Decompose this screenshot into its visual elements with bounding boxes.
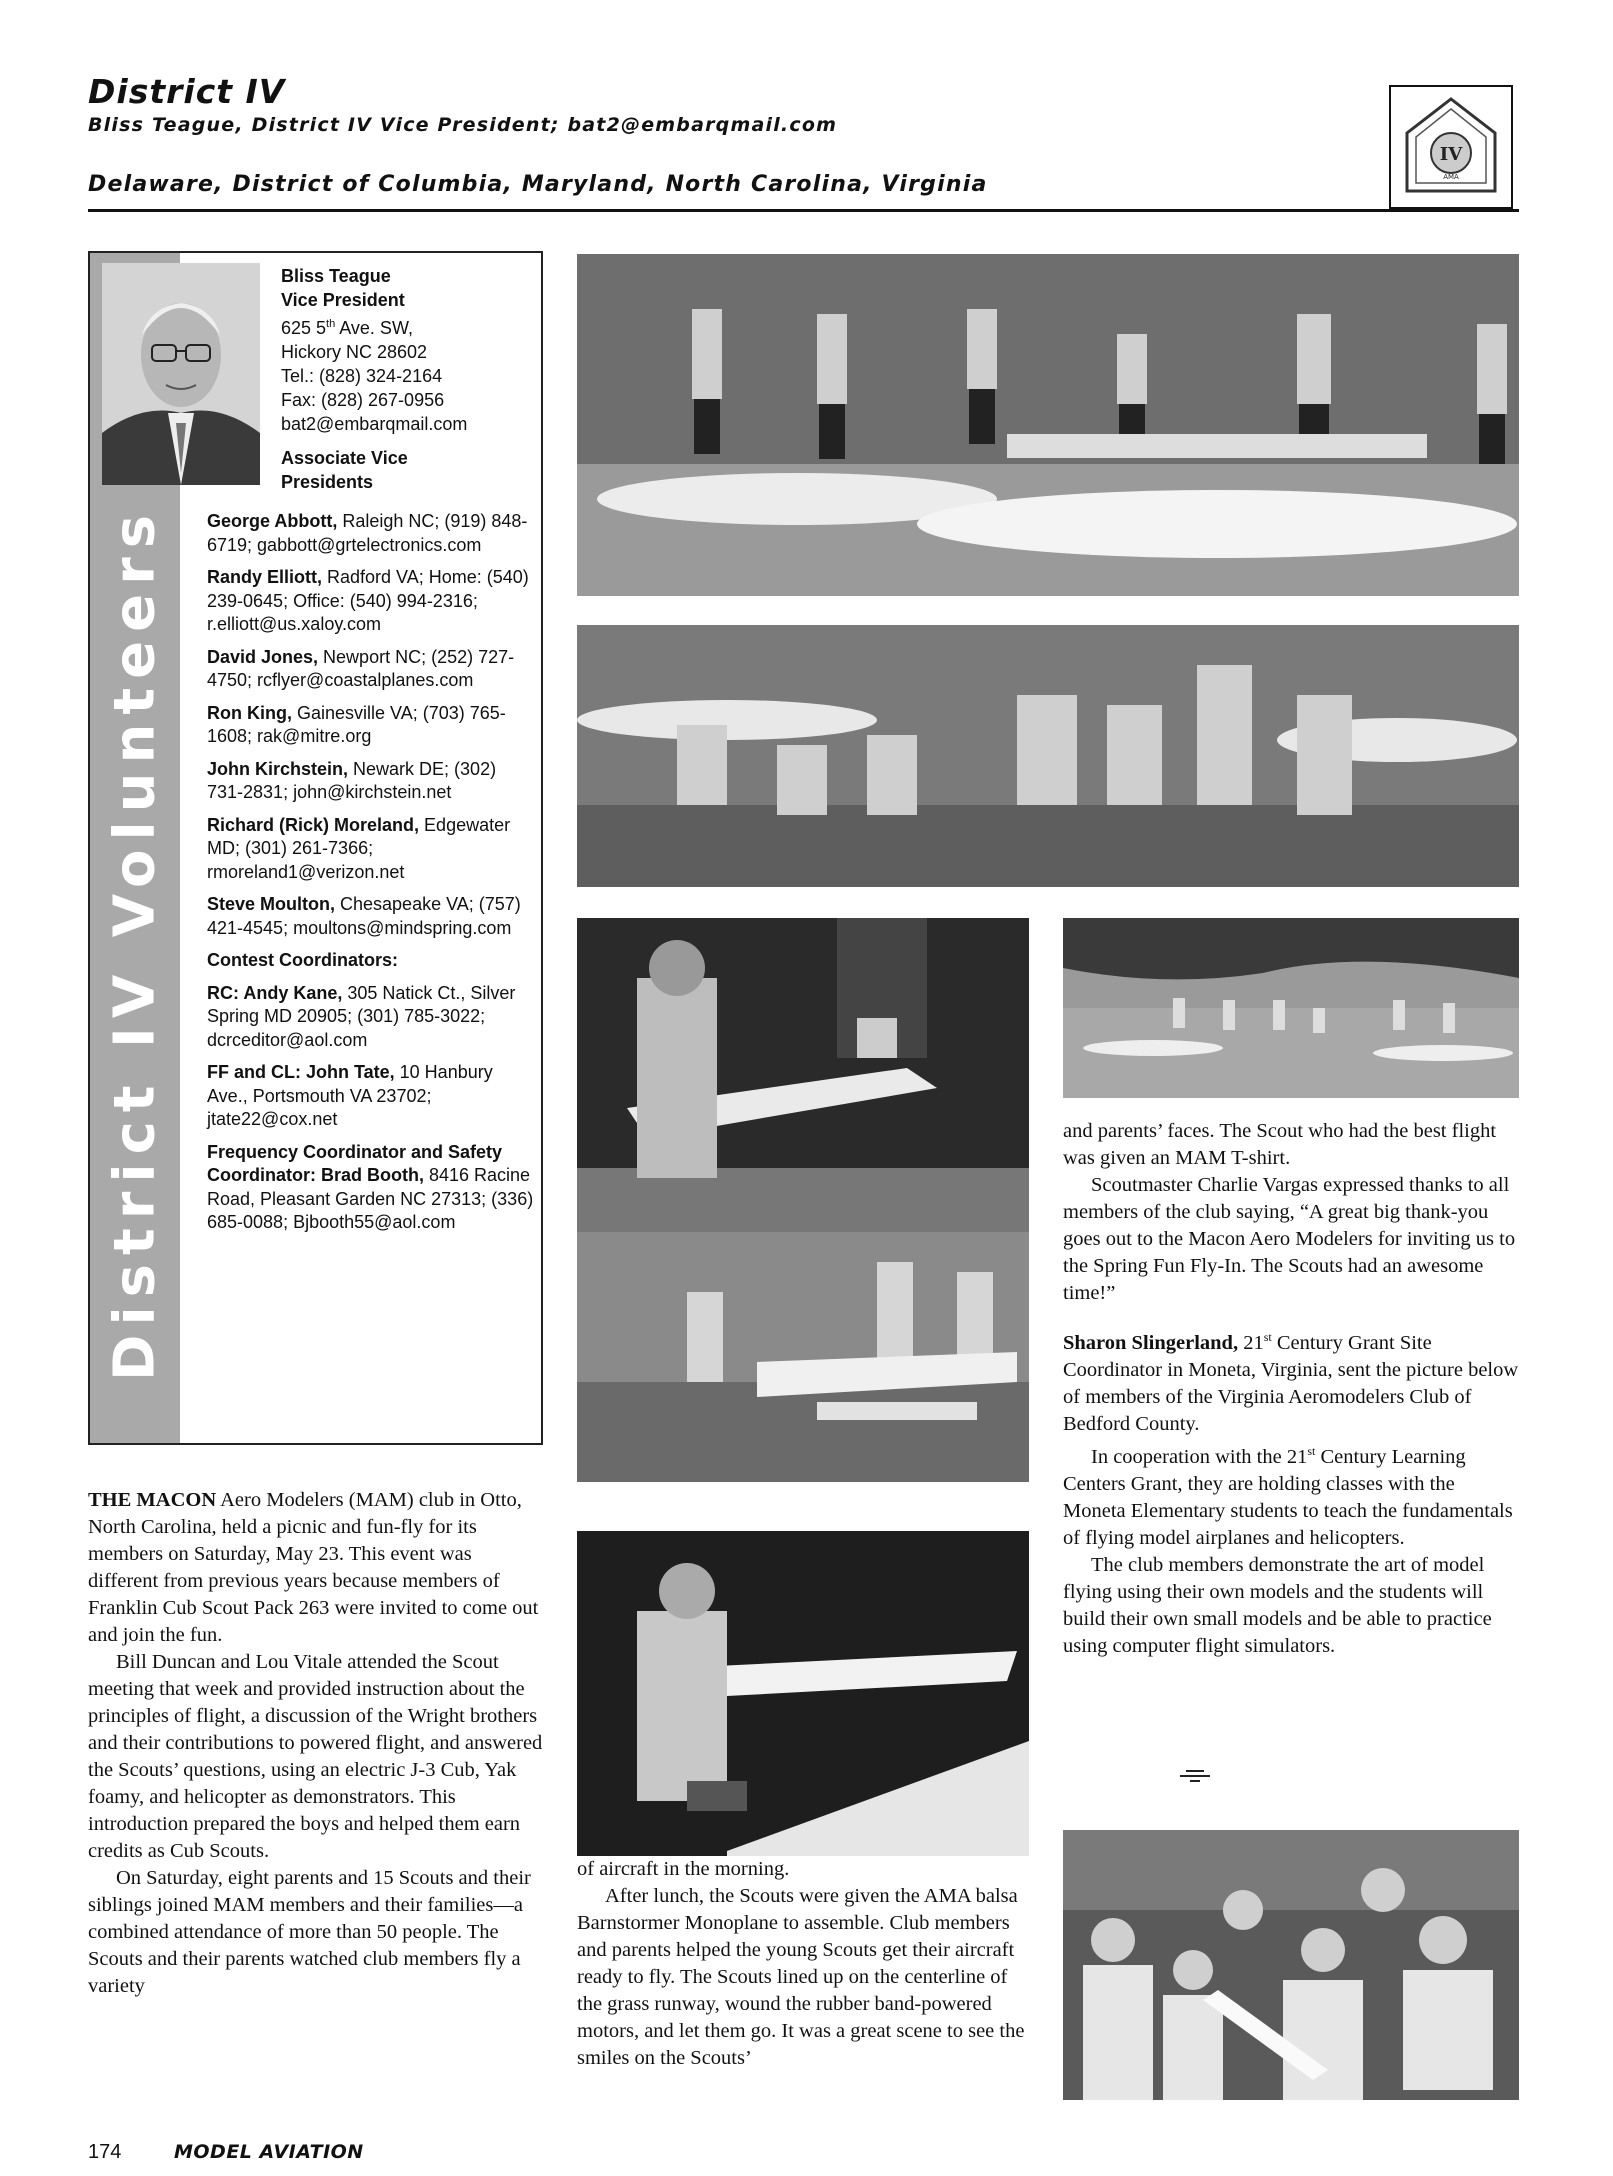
volunteer-contacts xyxy=(207,510,537,1244)
vp-email[interactable]: bat2@embarqmail.com xyxy=(281,414,468,434)
coordinator-entry: Frequency Coordinator and Safety Coordinator: Brad Booth, 8416 Racine Road, Pleasant Garden NC 27313; (336) 685-0088; Bjbooth55@aol.com xyxy=(207,1141,534,1232)
logo-numeral: IV xyxy=(1439,144,1463,165)
avp-entry: Steve Moulton, Chesapeake VA; (757) 421-4545; moultons@mindspring.com xyxy=(207,894,521,938)
vp-title: Vice President xyxy=(281,290,405,310)
photo-scouts-with-planes xyxy=(577,254,1519,596)
vp-contact-block xyxy=(281,264,481,494)
article-lead-in: THE MACON xyxy=(88,1489,217,1511)
contest-heading: Contest Coordinators: xyxy=(207,950,398,970)
district-states: Delaware, District of Columbia, Maryland, North Carolina, Virginia xyxy=(88,172,988,197)
district-vp-line: Bliss Teague, District IV Vice President; bat2@embarqmail.com xyxy=(88,114,838,136)
vp-street: 625 5th Ave. SW, xyxy=(281,318,413,338)
photo-instructor-classroom xyxy=(577,918,1029,1266)
ama-end-mark-icon xyxy=(1178,1768,1212,1784)
photo-scouts-holding-gliders xyxy=(577,1232,1029,1482)
avp-entry: David Jones, Newport NC; (252) 727-4750; rcflyer@coastalplanes.com xyxy=(207,646,515,690)
article-paragraph: Bill Duncan and Lou Vitale attended the Scout meeting that week and provided instruction about the principles of flight, a discussion of the Wright brothers and their contributions to powered flight, and answered the Scouts’ questions, using an electric J-3 Cub, Yak foamy, and helicopter as demonstrators. This introduction prepared the boys and helped them earn credits as Cub Scouts. xyxy=(88,1651,543,1862)
volunteers-strip-title: District IV Volunteers xyxy=(102,505,168,1381)
article-paragraph: and parents’ faces. The Scout who had the best flight was given an MAM T-shirt. xyxy=(1063,1120,1497,1169)
article-paragraph: Sharon Slingerland, 21st Century Grant Site Coordinator in Moneta, Virginia, sent the picture below of members of the Virginia Aeromodelers Club of Bedford County. xyxy=(1063,1330,1519,1435)
avp-entry: George Abbott, Raleigh NC; (919) 848-6719; gabbott@grtelectronics.com xyxy=(207,511,528,555)
article-column-1 xyxy=(88,1487,543,2000)
district-logo xyxy=(1389,85,1513,209)
page-title: District IV xyxy=(88,72,286,111)
avp-entry: John Kirchstein, Newark DE; (302) 731-2831; john@kirchstein.net xyxy=(207,758,497,802)
coordinator-entry: FF and CL: John Tate, 10 Hanbury Ave., Portsmouth VA 23702; jtate22@cox.net xyxy=(207,1062,493,1129)
photo-scouts-kneeling xyxy=(577,625,1519,887)
district-badge-icon xyxy=(1391,87,1511,207)
vp-portrait-photo xyxy=(102,263,260,485)
article-paragraph: After lunch, the Scouts were given the AMA balsa Barnstormer Monoplane to assemble. Club members and parents helped the young Scouts get their aircraft ready to fly. The Scouts lined up on the centerline of the grass runway, wound the rubber band-powered motors, and let them go. It was a great scene to see the smiles on the Scouts’ xyxy=(577,1885,1025,2069)
article-column-3 xyxy=(1063,1118,1519,1660)
article-paragraph: The club members demonstrate the art of model flying using their own models and the students will build their own small models and be able to practice using computer flight simulators. xyxy=(1063,1553,1492,1657)
coordinator-entry: RC: Andy Kane, 305 Natick Ct., Silver Spring MD 20905; (301) 785-3022; dcrceditor@aol.com xyxy=(207,982,516,1050)
photo-scouts-on-field xyxy=(1063,918,1519,1098)
article-paragraph: of aircraft in the morning. xyxy=(577,1858,790,1880)
vp-name: Bliss Teague xyxy=(281,266,391,286)
avp-entry: Randy Elliott, Radford VA; Home: (540) 239-0645; Office: (540) 994-2316; r.elliott@us.xaloy.com xyxy=(207,567,529,634)
article-paragraph: Scoutmaster Charlie Vargas expressed thanks to all members of the club saying, “A great big thank-you goes out to the Macon Aero Modelers for inviting us to the Spring Fun Fly-In. The Scouts had an awesome time!” xyxy=(1063,1174,1516,1304)
header-divider xyxy=(88,209,1519,212)
page-number: 174 xyxy=(88,2141,122,2163)
article-column-2 xyxy=(577,1856,1037,2072)
photo-instructor-with-transmitter xyxy=(577,1531,1029,1856)
vp-city: Hickory NC 28602 xyxy=(281,342,428,362)
magazine-name: MODEL AVIATION xyxy=(174,2141,364,2163)
vp-fax: Fax: (828) 267-0956 xyxy=(281,390,445,410)
logo-ama-text: AMA xyxy=(1443,173,1459,181)
article-paragraph: On Saturday, eight parents and 15 Scouts and their siblings joined MAM members and their families—a combined attendance of more than 50 people. The Scouts and their parents watched club members fly a variety xyxy=(88,1867,531,1997)
vp-tel: Tel.: (828) 324-2164 xyxy=(281,366,443,386)
avp-entry: Ron King, Gainesville VA; (703) 765-1608; rak@mitre.org xyxy=(207,702,506,746)
avp-heading: Associate Vice Presidents xyxy=(281,448,408,492)
article-paragraph: THE MACON Aero Modelers (MAM) club in Otto, North Carolina, held a picnic and fun-fly for its members on Saturday, May 23. This event was different from previous years because members of Franklin Cub Scout Pack 263 were invited to come out and join the fun. xyxy=(88,1489,539,1646)
photo-virginia-aeromodelers-group xyxy=(1063,1830,1519,2100)
article-paragraph: In cooperation with the 21st Century Learning Centers Grant, they are holding classes with the Moneta Elementary students to teach the fundamentals of flying model airplanes and helicopters. xyxy=(1063,1443,1513,1549)
avp-entry: Richard (Rick) Moreland, Edgewater MD; (301) 261-7366; rmoreland1@verizon.net xyxy=(207,814,511,882)
